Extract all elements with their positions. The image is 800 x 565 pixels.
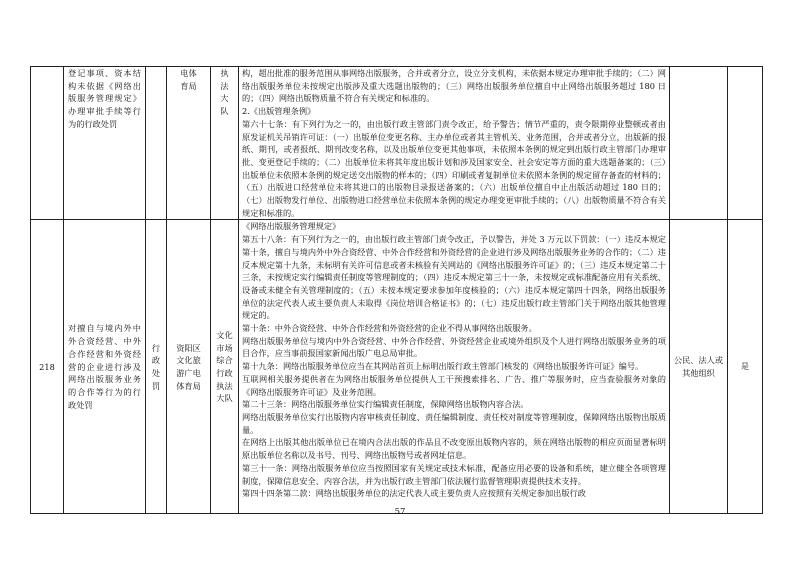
legal-paragraph: 2.《出版管理条例》 [242,106,316,117]
legal-paragraph: 第二十三条：网络出版服务单位实行编辑责任制度，保障网络出版物内容合法。 [242,399,529,410]
row-index: 218 [31,220,64,514]
legal-paragraph: 《网络出版服务管理规定》 [242,221,341,232]
legal-basis [239,220,670,514]
page-number: 57 [394,507,406,517]
department-text: 资阳区文化旅游广电体育局 [176,342,201,391]
department [167,67,211,220]
legal-paragraph: 网络出版服务单位实行出版物内容审核责任制度、责任编辑制度、责任校对制度等管理制度，保障网络出版物出版质量。 [242,411,666,435]
legal-paragraph: 第六十七条：有下列行为之一的，由出版行政主管部门责令改正，给予警告；情节严重的，责令限期停业整顿或者由原发证机关吊销许可证：（一）出版单位变更名称、主办单位或者其主管机关、业务范围，合并或者分立，出版新的报纸、期刊，或者报纸、期刊改变名称，以及出版单位变更其他事项，未依照本条例的规定到出版行政主管部门办理审批、变更登记手续的；（二）出版单位未将其年度出版计划和涉及国家安全、社会安定等方面的重大选题备案的；（三）出版单位未依照本条例的规定送交出版物的样本的；（四）印刷或者复制单位未依照本条例的规定留存备查的材料的；（五）出版进口经营单位未将其进口的出版物目录报送备案的；（六）出版单位擅自中止出版活动超过 180 日的；（七）出版物发行单位、出版物进口经营单位未依照本条例的规定办理变更审批手续的；（八）出版物质量不符合有关规定和标准的。 [242,118,666,218]
executor [211,220,239,514]
executor-text: 执法大队 [220,68,229,117]
legal-paragraph: 第十条：中外合资经营、中外合作经营和外资经营的企业不得从事网络出版服务。 [242,323,537,334]
item-type [146,67,167,220]
subject: 公民、法人或其他组织 [670,220,728,514]
row-index [31,67,64,220]
legal-paragraph: 第三十一条：网络出版服务单位应当按照国家有关规定或技术标准，配备应用必要的设备和系统，建立健全各项管理制度，保障信息安全、内容合法，并为出版行政主管部门依法履行监督管理职责提供技术支持。 [242,462,666,486]
catalog-table [30,66,763,514]
department [167,220,211,514]
mark [728,67,763,220]
legal-paragraph: 第十九条：网络出版服务单位应当在其网站首页上标明出版行政主管部门核发的《网络出版服务许可证》编号。 [242,361,644,372]
department-text: 电体育局 [180,68,197,91]
item-type [146,220,167,514]
legal-basis [239,67,670,220]
table-row [31,220,763,514]
legal-paragraph: 在网络上出版其他出版单位已在境内合法出版的作品且不改变原出版物内容的，须在网络出版物的相应页面显著标明原出版单位名称以及书号、刊号、网络出版物号或者网址信息。 [242,437,666,461]
executor-text: 文化市场综合行政执法大队 [216,329,233,404]
subject [670,67,728,220]
table-row [31,67,763,220]
item-name: 对擅自与境内外中外合资经营、中外合作经营和外资经营的企业进行涉及网络出版服务业务的合作等行为的行政处罚 [64,220,146,514]
executor [211,67,239,220]
legal-paragraph: 构，超出批准的服务范围从事网络出版服务，合并或者分立，设立分支机构，未依据本规定办理审批手续的；（二）网络出版服务单位未按规定出版涉及重大选题出版物的；（三）网络出版服务单位擅自中止网络出版服务超过 180 日的；（四）网络出版物质量不符合有关规定和标准的。 [242,68,666,104]
mark: 是 [728,220,763,514]
legal-paragraph: 网络出版服务单位与境内中外合资经营、中外合作经营、外资经营企业或境外组织及个人进行网络出版服务业务的项目合作，应当事前报国家新闻出版广电总局审批。 [242,335,666,359]
legal-paragraph: 第五十八条：有下列行为之一的，由出版行政主管部门责令改正，予以警告，并处 3 万元以下罚款：（一）违反本规定第十条，擅自与境内外中外合资经营、中外合作经营和外资经营的企业进行涉及网络出版服务业务的合作的；（二）违反本规定第十九条，未标明有关许可信息或者未核验有关网站的《网络出版服务许可证》的；（三）违反本规定第二十三条，未按规定实行编辑责任制度等管理制度的；（四）违反本规定第三十一条，未按规定或标准配备应用有关系统、设备或未健全有关管理制度的；（五）未按本规定要求参加年度核验的；（六）违反本规定第四十四条，网络出版服务单位的法定代表人或主要负责人未取得《岗位培训合格证书》的；（七）违反出版行政主管部门关于网络出版其他管理规定的。 [242,234,666,321]
item-type-text: 行政处罚 [151,342,161,391]
legal-paragraph: 第四十四条第二款：网络出版服务单位的法定代表人或主要负责人应按照有关规定参加出版行政 [242,488,586,499]
item-name: 登记事项、资本结构未依据《网络出版服务管理规定》办理审批手续等行为的行政处罚 [64,67,146,220]
legal-paragraph: 互联网相关服务提供者在为网络出版服务单位提供人工干预搜索排名、广告、推广等服务时，应当查验服务对象的《网络出版服务许可证》及业务范围。 [242,373,666,397]
